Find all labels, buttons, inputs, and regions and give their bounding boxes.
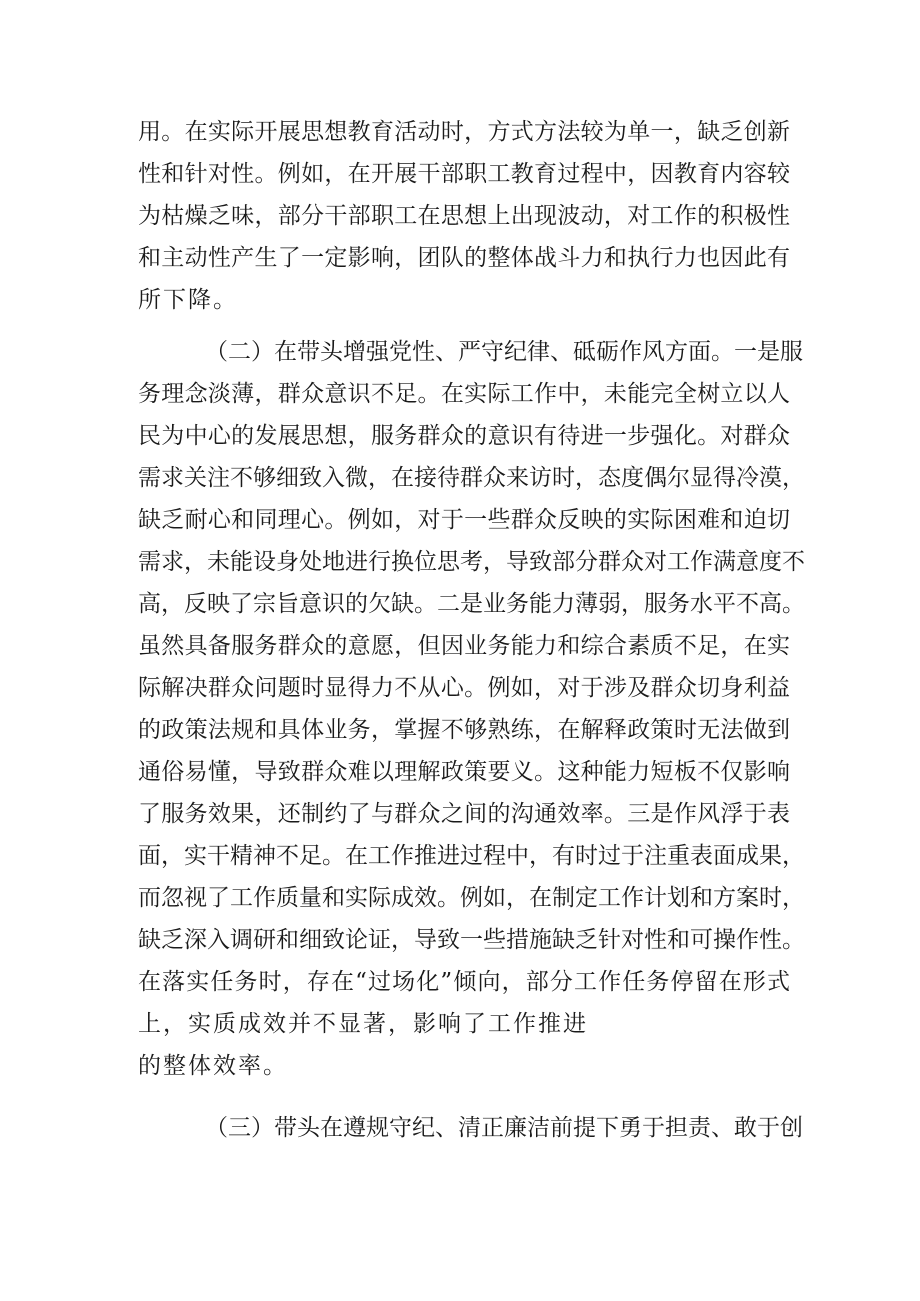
text-line: 务理念淡薄，群众意识不足。在实际工作中，未能完全树立以人 <box>138 381 790 407</box>
text-line: 缺乏耐心和同理心。例如，对于一些群众反映的实际困难和迫切 <box>138 507 790 533</box>
text-line: 和主动性产生了一定影响，团队的整体战斗力和执行力也因此有 <box>138 245 790 271</box>
text-line: 在落实任务时，存在“过场化”倾向，部分工作任务停留在形式 <box>138 969 790 995</box>
text-line: 需求，未能设身处地进行换位思考，导致部分群众对工作满意度不 <box>138 549 805 575</box>
text-line: 际解决群众问题时显得力不从心。例如，对于涉及群众切身利益 <box>138 675 790 701</box>
text-line: 用。在实际开展思想教育活动时，方式方法较为单一，缺乏创新 <box>138 119 790 145</box>
text-line: 通俗易懂，导致群众难以理解政策要义。这种能力短板不仅影响 <box>138 759 790 785</box>
text-line: 高，反映了宗旨意识的欠缺。二是业务能力薄弱，服务水平不高。 <box>138 591 805 617</box>
text-line: 需求关注不够细致入微，在接待群众来访时，态度偶尔显得冷漠， <box>138 465 805 491</box>
text-line: 为枯燥乏味，部分干部职工在思想上出现波动，对工作的积极性 <box>138 203 790 229</box>
text-line: 了服务效果，还制约了与群众之间的沟通效率。三是作风浮于表 <box>138 801 790 827</box>
text-line: 性和针对性。例如，在开展干部职工教育过程中，因教育内容较 <box>138 161 790 187</box>
text-line: 上，实质成效并不显著，影响了工作推进 <box>138 1011 588 1037</box>
section-heading-2: （二）在带头增强党性、严守纪律、砥砺作风方面。一是服 <box>205 339 803 365</box>
section-heading-3: （三）带头在遵规守纪、清正廉洁前提下勇于担责、敢于创 <box>205 1115 803 1141</box>
text-line: 的整体效率。 <box>138 1053 288 1079</box>
text-line: 的政策法规和具体业务，掌握不够熟练，在解释政策时无法做到 <box>138 717 790 743</box>
text-line: 而忽视了工作质量和实际成效。例如，在制定工作计划和方案时， <box>138 885 805 911</box>
text-line: 缺乏深入调研和细致论证，导致一些措施缺乏针对性和可操作性。 <box>138 927 805 953</box>
text-line: 面，实干精神不足。在工作推进过程中，有时过于注重表面成果， <box>138 843 805 869</box>
text-line: 虽然具备服务群众的意愿，但因业务能力和综合素质不足，在实 <box>138 633 790 659</box>
text-line: 所下降。 <box>138 287 238 313</box>
text-line: 民为中心的发展思想，服务群众的意识有待进一步强化。对群众 <box>138 423 790 449</box>
